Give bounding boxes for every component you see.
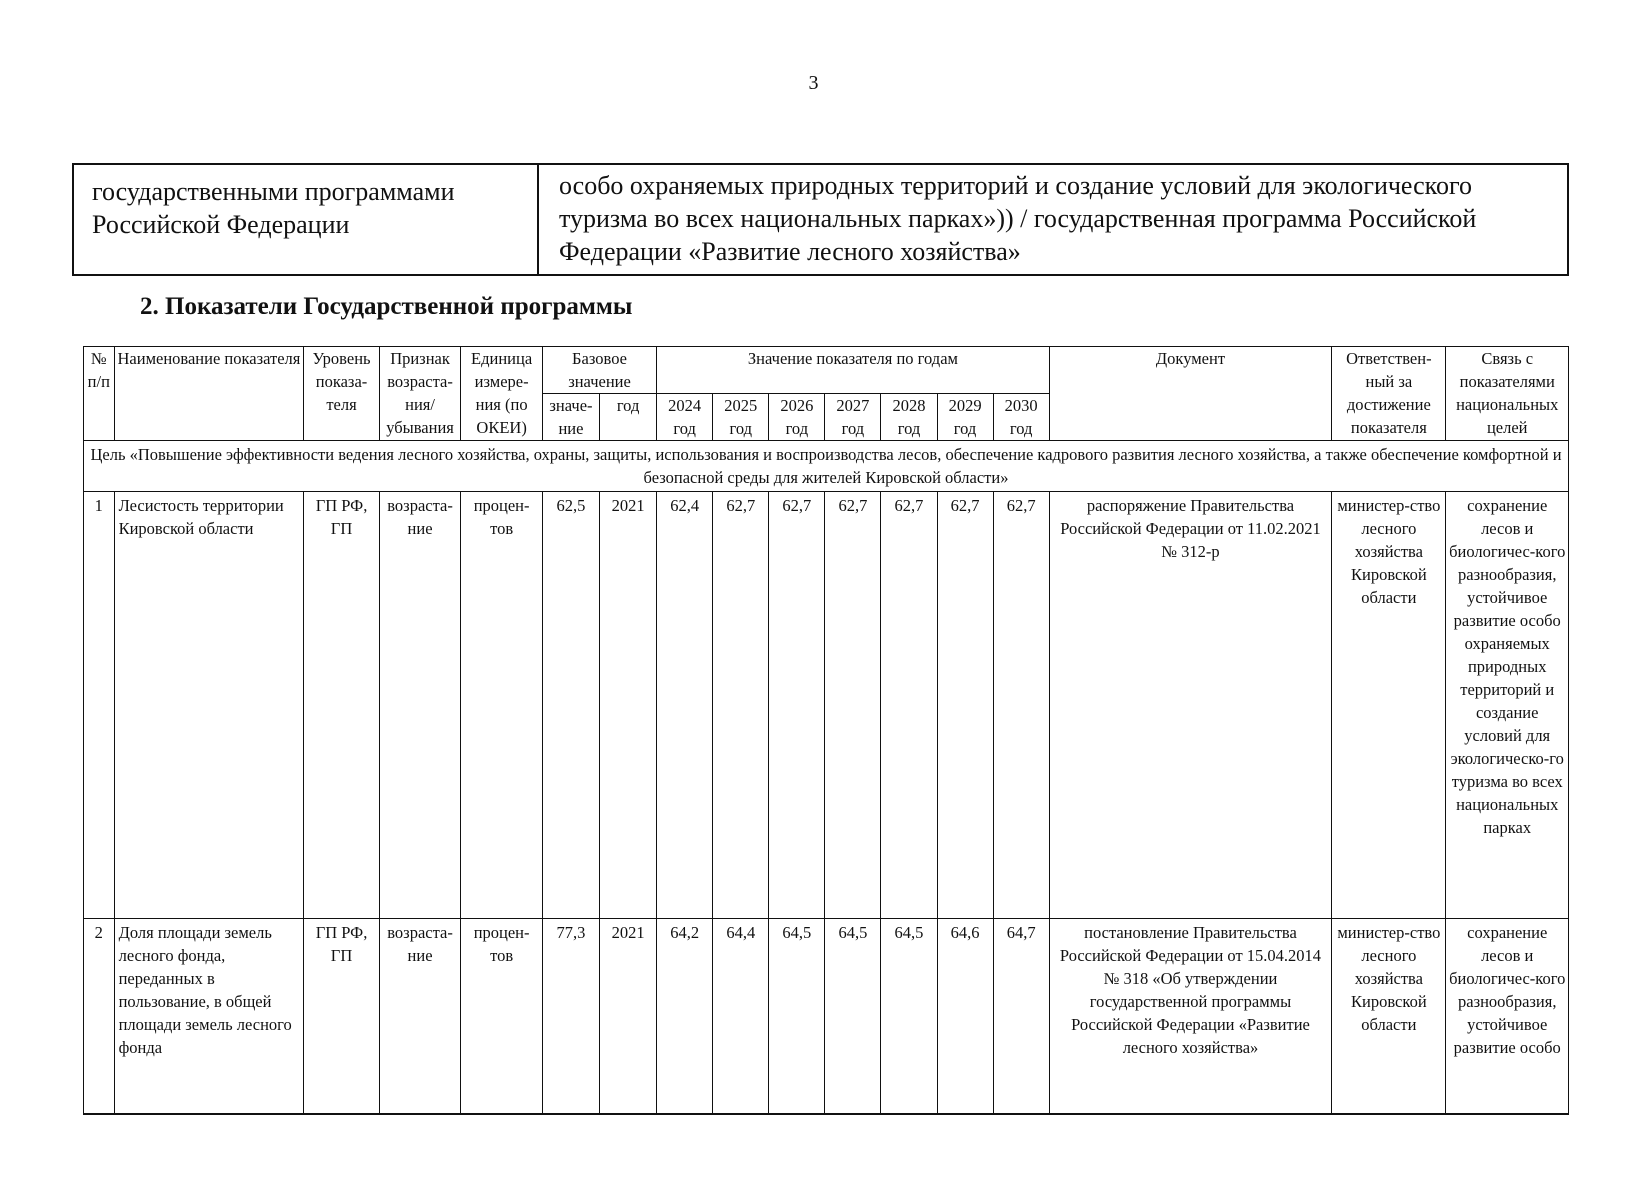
- row-link: сохранение лесов и биологичес-кого разнообразия, устойчивое развитие особо охраняемых природных территорий и создание условий для экологическо-го туризма во всех национальных парках: [1446, 492, 1569, 919]
- row-value-2026: 62,7: [769, 492, 825, 919]
- header-year-2024: 2024 год: [657, 394, 713, 441]
- row-value-2025: 62,7: [713, 492, 769, 919]
- header-year-2026: 2026 год: [769, 394, 825, 441]
- header-trend: Признак возраста-ния/ убывания: [379, 347, 461, 441]
- row-unit: процен-тов: [461, 492, 543, 919]
- header-year-2025: 2025 год: [713, 394, 769, 441]
- row-unit: процен-тов: [461, 919, 543, 1115]
- row-document: распоряжение Правительства Российской Федерации от 11.02.2021 № 312-р: [1049, 492, 1332, 919]
- row-value-2026: 64,5: [769, 919, 825, 1115]
- header-year-2030: 2030 год: [993, 394, 1049, 441]
- header-year-2028: 2028 год: [881, 394, 937, 441]
- goal-cell: Цель «Повышение эффективности ведения лесного хозяйства, охраны, защиты, использования и воспроизводства лесов, обеспечение кадрового развития лесного хозяйства, а также обеспечение комфортной и безопасной среды для жителей Кировской области»: [84, 441, 1569, 492]
- header-num: № п/п: [84, 347, 115, 441]
- row-value-2028: 62,7: [881, 492, 937, 919]
- row-value-2024: 64,2: [657, 919, 713, 1115]
- row-name: Доля площади земель лесного фонда, переданных в пользование, в общей площади земель лесного фонда: [114, 919, 304, 1115]
- row-value-2030: 64,7: [993, 919, 1049, 1115]
- header-responsible: Ответствен-ный за достижение показателя: [1332, 347, 1446, 441]
- row-value-2030: 62,7: [993, 492, 1049, 919]
- header-unit: Единица измере-ния (по ОКЕИ): [461, 347, 543, 441]
- header-years-title: Значение показателя по годам: [657, 347, 1050, 394]
- header-row-top: [84, 347, 1569, 394]
- row-value-2029: 64,6: [937, 919, 993, 1115]
- row-level: ГП РФ, ГП: [304, 492, 379, 919]
- row-value-2027: 62,7: [825, 492, 881, 919]
- indicators-table: [83, 346, 1569, 1115]
- header-base-year: год: [600, 394, 657, 441]
- header-level: Уровень показа-теля: [304, 347, 379, 441]
- row-responsible: министер-ство лесного хозяйства Кировской области: [1332, 492, 1446, 919]
- row-num: 1: [84, 492, 115, 919]
- goal-row: [84, 441, 1569, 492]
- row-base-value: 62,5: [542, 492, 599, 919]
- table-row: [84, 492, 1569, 919]
- header-base: Базовое значение: [542, 347, 656, 394]
- row-value-2027: 64,5: [825, 919, 881, 1115]
- row-base-year: 2021: [600, 919, 657, 1115]
- header-link: Связь с показателями национальных целей: [1446, 347, 1569, 441]
- row-responsible: министер-ство лесного хозяйства Кировской области: [1332, 919, 1446, 1115]
- row-value-2029: 62,7: [937, 492, 993, 919]
- header-year-2027: 2027 год: [825, 394, 881, 441]
- row-value-2025: 64,4: [713, 919, 769, 1115]
- header-base-value: значе-ние: [542, 394, 599, 441]
- section-title: 2. Показатели Государственной программы: [140, 293, 633, 320]
- header-name: Наименование показателя: [114, 347, 304, 441]
- row-link: сохранение лесов и биологичес-кого разнообразия, устойчивое развитие особо: [1446, 919, 1569, 1115]
- row-value-2028: 64,5: [881, 919, 937, 1115]
- top-table: [72, 163, 1569, 276]
- top-table-right-cell: особо охраняемых природных территорий и создание условий для экологического туризма во всех национальных парках»)) / государственная программа Российской Федерации «Развитие лесного хозяйства»: [538, 164, 1568, 275]
- row-num: 2: [84, 919, 115, 1115]
- table-row: [84, 919, 1569, 1115]
- page-number: 3: [808, 72, 819, 94]
- row-base-year: 2021: [600, 492, 657, 919]
- top-table-left-cell: государственными программами Российской Федерации: [73, 164, 538, 275]
- row-trend: возраста-ние: [379, 492, 461, 919]
- row-level: ГП РФ, ГП: [304, 919, 379, 1115]
- header-document: Документ: [1049, 347, 1332, 441]
- row-document: постановление Правительства Российской Федерации от 15.04.2014 № 318 «Об утверждении государственной программы Российской Федерации «Развитие лесного хозяйства»: [1049, 919, 1332, 1115]
- row-value-2024: 62,4: [657, 492, 713, 919]
- header-year-2029: 2029 год: [937, 394, 993, 441]
- row-trend: возраста-ние: [379, 919, 461, 1115]
- row-base-value: 77,3: [542, 919, 599, 1115]
- row-name: Лесистость территории Кировской области: [114, 492, 304, 919]
